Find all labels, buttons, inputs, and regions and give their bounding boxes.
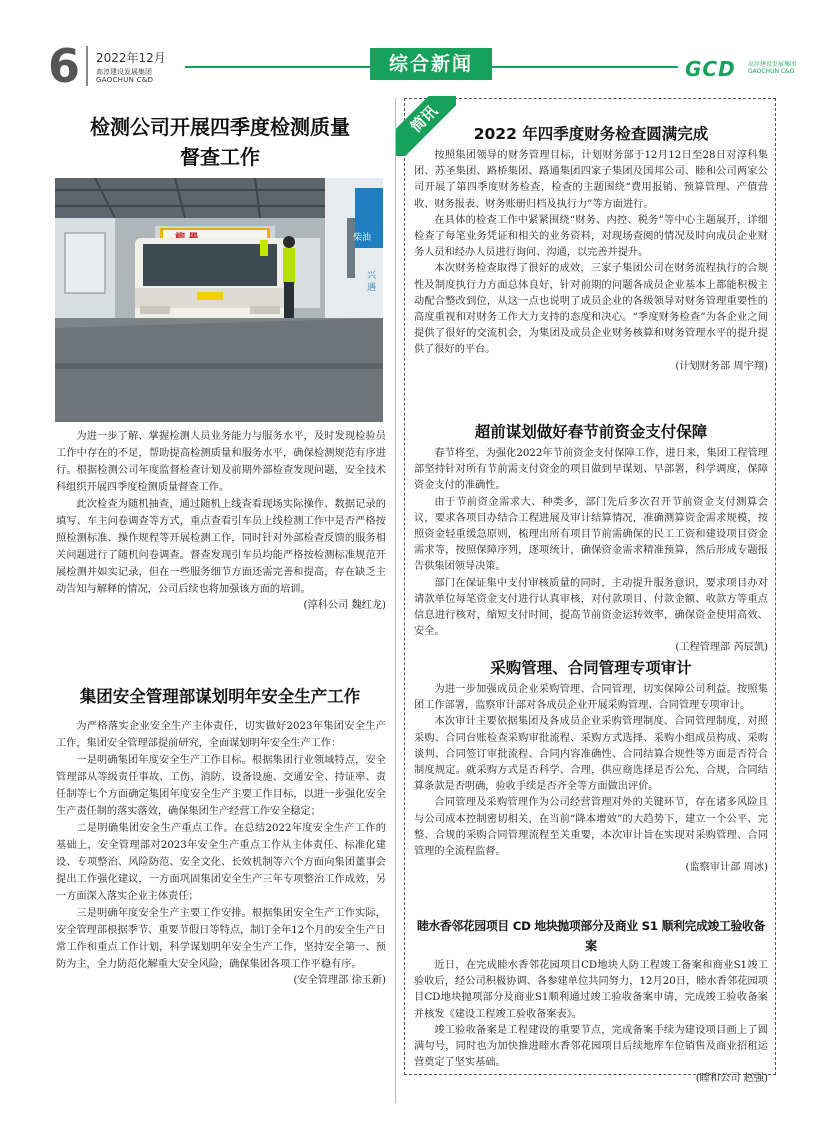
page-number: 6: [48, 39, 81, 93]
photo-wall-sign: 兴: [367, 271, 377, 281]
brief-1-signature: (计划财务部 周宇翔): [675, 360, 768, 372]
logo-name-en: GAOCHUN C&D: [748, 68, 795, 75]
article2-signature: (安全管理部 徐玉新): [293, 975, 386, 986]
article1-body: [56, 428, 386, 614]
header-rule-left: [185, 66, 370, 68]
header-rule-right: [492, 66, 678, 68]
gcd-logo: GCD: [685, 57, 736, 81]
brief-2: [414, 420, 768, 656]
article2-paragraph: 一是明确集团年度安全生产工作目标。根据集团行业领域特点，安全管理部从等级责任事故、工伤、消防、设备设施、交通安全、持证率、责任制等七个方面确定集团年度安全生产主要工作目标，以进一步强化安全生产责任制的落实落效，确保集团生产经营工作安全稳定；: [56, 755, 386, 817]
brief-2-title: 超前谋划做好春节前资金支付保障: [474, 423, 708, 441]
brief-3-paragraph: 为进一步加强成员企业采购管理、合同管理，切实保障公司利益。按照集团工作部署，监察审计部对各成员企业开展采购管理、合同管理专项审计。: [414, 684, 768, 712]
article1-signature: (淳科公司 魏红龙): [303, 600, 386, 611]
article1-title-line1: 检测公司开展四季度检测质量: [90, 115, 350, 139]
brief-4-title: 睦水香邻花园项目 CD 地块抛项部分及商业 S1 顺利完成竣工验收备案: [416, 919, 766, 953]
brief-2-signature: (工程管理部 芮辰凯): [675, 642, 768, 654]
logo-name-cn: 高淳建设发展集团: [748, 61, 797, 68]
section-title: 综合新闻: [370, 48, 492, 80]
brief-2-paragraph: 部门在保证集中支付审核质量的同时，主动提升服务意识，要求项目办对请款单位每笔资金支付进行认真审核，对付款项目、付款金额、收款方等重点信息进行核对，缩短支付时间，提高节前资金运转效率，确保资金使用高效、安全。: [414, 577, 768, 638]
article1-paragraph: 此次检查为随机抽查，通过随机上线查看现场实际操作、数据记录的填写、车主问卷调查等方式，重点查看引车员上线检测工作中是否严格按照检测标准、操作规程等开展检测工作，同时针对外部检查反馈的服务相关问题进行了随机问卷调查。督查发现引车员均能严格按检测标准规范开展检测并如实记录，但在一些服务细节方面还需完善和提高，存在缺乏主动告知与解释的情况，公司后续也将加强该方面的培训。: [56, 499, 386, 595]
brief-2-paragraph: 春节将至，为强化2022年节前资金支付保障工作，进日来，集团工程管理部坚持针对所有节前需支付资金的项目做到早谋划、早部署，科学调度，保障资金支付的准确性。: [414, 448, 768, 492]
brief-1-paragraph: 在具体的检查工作中紧紧围绕“财务、内控、税务”等中心主题展开，详细检查了每笔业务凭证和相关的业务资料，对现场查阅的情况及时向成员企业财务人员和经办人员进行询问、沟通，以完善并提升。: [414, 214, 768, 259]
brief-4-paragraph: 竣工验收备案是工程建设的重要节点，完成备案手续为建设项目画上了圆满句号，同时也为加快推进睦水香邻花园项目后续地库车位销售及商业招租运营奠定了坚实基础。: [414, 1024, 768, 1069]
brief-3-title: 采购管理、合同管理专项审计: [490, 659, 692, 677]
article2-paragraph: 三是明确年度安全生产主要工作安排。根据集团安全生产工作实际，安全管理部根据季节、重要节假日等特点，制订全年12个月的安全生产日常工作和重点工作计划，科学谋划明年安全生产工作，坚持安全第一、预防为主，全力防范化解重大安全风险，确保集团各项工作平稳有序。: [56, 908, 386, 970]
article2-paragraph: 为严格落实企业安全生产主体责任，切实做好2023年集团安全生产工作，集团安全管理部提前研究，全面谋划明年安全生产工作：: [56, 721, 386, 749]
article1-title-line2: 督查工作: [180, 145, 260, 169]
inspection-station-image: [55, 178, 383, 422]
brief-2-paragraph: 由于节前资金需求大、种类多，部门先后多次召开节前资金支付测算会议，要求各项目办结合工程进展及审计结算情况，准确测算资金需求规模，按照资金轻重缓急原则，梳理出所有项目节前需确保的民工工资和建设项目资金需求等，按照保障序列，逐项统计，确保资金需求精准预算，然后形成专题报告供集团领导决策。: [414, 496, 768, 573]
brief-4-paragraph: 近日，在完成睦水香邻花园项目CD地块人防工程竣工备案和商业S1竣工验收后，经公司积极协调、各参建单位共同努力，12月20日，睦水香邻花园项目CD地块抛项部分及商业S1顺利通过竣工验收备案申请，完成竣工验收备案并核发《建设工程竣工验收备案表》。: [414, 960, 768, 1020]
inspection-photo: [55, 178, 383, 422]
article2-title: 集团安全管理部谋划明年安全生产工作: [79, 687, 361, 706]
column-divider: [395, 98, 396, 1103]
company-name-en: GAOCHUN C&D: [96, 76, 154, 84]
article2-body: [56, 718, 386, 989]
article1-paragraph: 为进一步了解、掌握检测人员业务能力与服务水平，及时发现检验员工作中存在的不足，帮助提高检测质量和服务水平，确保检测规范有序进行。根据检测公司年度监督检查计划及前期外部检查发现问题，安全技术科组织开展四季度检测质量督查工作。: [56, 431, 386, 493]
brief-1-paragraph: 按照集团领导的财务管理目标，计划财务部于12月12日至28日对淳科集团、苏圣集团、路桥集团、路通集团四家子集团及国邦公司、睦和公司两家公司开展了第四季度财务检查，检查的主题围绕“费用报销、预算管理、产值营收、财务报表、财务账册归档及执行力”等方面进行。: [414, 150, 768, 210]
brief-4-signature: (睦和公司 赵强): [695, 1073, 768, 1085]
brief-4: [414, 916, 768, 1087]
brief-3-paragraph: 本次审计主要依据集团及各成员企业采购管理制度、合同管理制度，对照采购、合同台账检查采购审批流程、采购方式选择、采购小组成员构成、采购谈判、合同签订审批流程、合同内容准确性、合同结算合规性等方面是否符合制度规定。就采购方式是否科学、合理，供应商选择是否公允、合规，合同结算条款是否明确，验收手续是否齐全等方面做出评价。: [414, 716, 768, 793]
brief-1: [414, 122, 768, 375]
brief-3-signature: (监察审计部 周冰): [685, 862, 768, 874]
photo-wall-sign-2: 遇: [367, 283, 377, 293]
brief-1-paragraph: 本次财务检查取得了很好的成效，三家子集团公司在财务流程执行的合规性及制度执行力方面总体良好，针对前期的问题各成员企业基本上都能积极主动配合整改到位，从这一点也说明了成员企业的各级领导对财务管理重要性的高度重视和对财务工作大力支持的态度和决心。“季度财务检查”为各企业之间提供了很好的交流机会，为集团及成员企业财务核算和财务管理水平的提升提供了很好的平台。: [414, 263, 768, 356]
header-divider: [86, 46, 88, 86]
article1-title: [50, 112, 390, 172]
article2-paragraph: 二是明确集团安全生产重点工作。在总结2022年度安全生产工作的基础上，安全管理部对2023年安全生产重点工作从主体责任、标准化建设、专项整治、风险防范、安全文化、长效机制等六个方面向集团董事会提出工作强化建议，一方面巩固集团安全生产三年专项整治工作成效，另一方面深入落实企业主体责任；: [56, 823, 386, 902]
brief-3-paragraph: 合同管理及采购管理作为公司经营管理对外的关键环节，存在诸多风险且与公司成本控制密切相关，在当前“降本增效”的大趋势下，建立一个公平、完整、合规的采购合同管理流程至关重要，本次审计旨在实现对采购管理、合同管理的全流程监督。: [414, 797, 768, 858]
issue-date: 2022年12月: [96, 51, 166, 65]
briefs-badge: 简讯: [396, 96, 456, 156]
photo-fuel-sign: 柴油: [353, 233, 372, 243]
brief-3: [414, 656, 768, 876]
brief-1-title: 2022 年四季度财务检查圆满完成: [473, 125, 709, 143]
company-name-cn: 高淳建设发展集团: [96, 68, 152, 76]
